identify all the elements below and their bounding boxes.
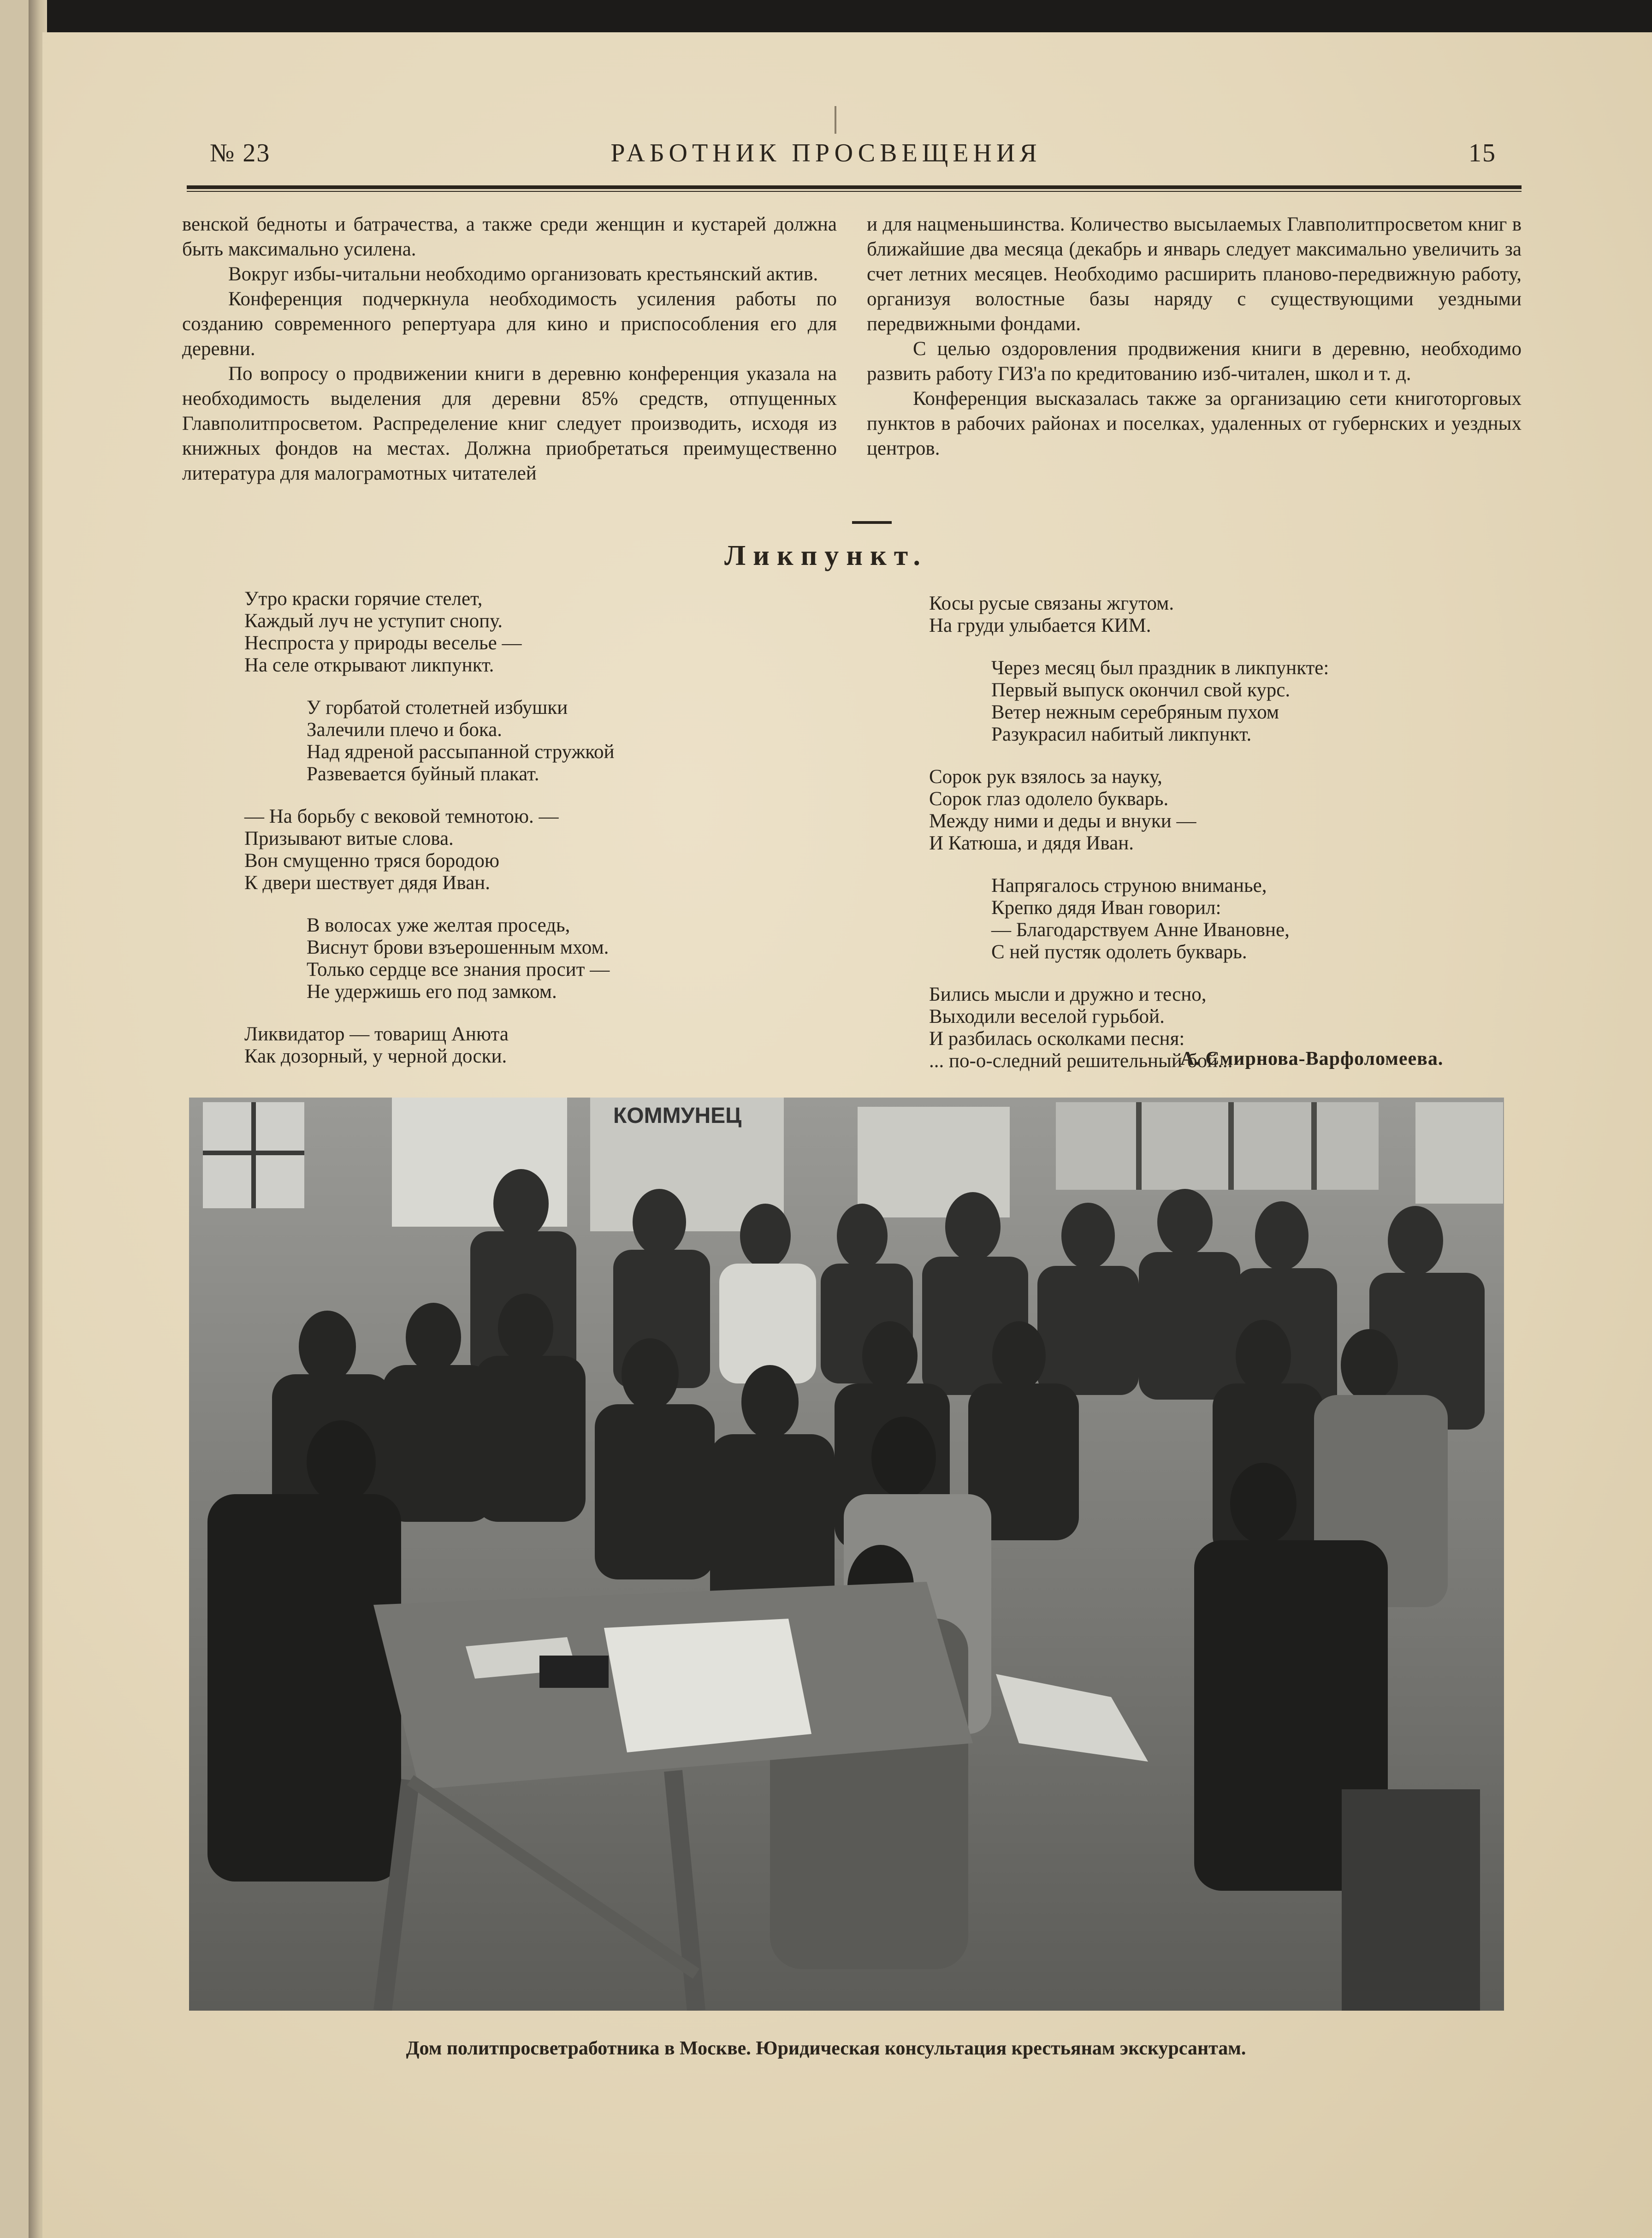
poem-line: Только сердце все знания просит —	[307, 959, 610, 980]
section-divider	[852, 521, 892, 524]
poem-stanza	[929, 593, 1510, 637]
photo-caption: Дом политпросветработника в Москве. Юридическая консультация крестьянам экскурсантам.	[406, 2038, 1246, 2059]
poem-line: Неспроста у природы веселье —	[244, 632, 522, 654]
poem-line: Развевается буйный плакат.	[307, 763, 539, 785]
poem-line: Виснут брови взъерошенным мхом.	[307, 937, 609, 958]
poem-line: Сорок глаз одолело букварь.	[929, 788, 1169, 810]
poem-right-column	[929, 593, 1510, 1092]
article-paragraph: венской бедноты и батрачества, а также среди женщин и кустарей должна быть максимально усилена.	[182, 214, 837, 260]
poem-stanza	[307, 697, 821, 785]
photo-scene	[189, 1098, 1504, 2011]
wall-poster	[1415, 1102, 1503, 1204]
poem-line: Вон смущенно тряся бородою	[244, 850, 500, 872]
article-left-column	[182, 212, 837, 486]
poem-line: С ней пустяк одолеть букварь.	[991, 941, 1247, 963]
poem-line: Над ядреной рассыпанной стружкой	[307, 741, 615, 763]
poem-line: Как дозорный, у черной доски.	[244, 1045, 507, 1067]
article-paragraph: С целью оздоровления продвижения книги в деревню, необходимо развить работу ГИЗ'а по кредитованию изб-читален, школ и т. д.	[867, 338, 1522, 385]
poem-line: Ликвидатор — товарищ Анюта	[244, 1023, 509, 1045]
issue-number: № 23	[210, 139, 271, 167]
poem-line: В волосах уже желтая проседь,	[307, 914, 570, 936]
photograph	[189, 1098, 1504, 2011]
poem-line: ... по-о-следний решительный бой...	[929, 1050, 1233, 1072]
journal-title: РАБОТНИК ПРОСВЕЩЕНИЯ	[610, 139, 1042, 167]
poem-line: Напрягалось струною вниманье,	[991, 875, 1267, 896]
paper-mark	[835, 106, 836, 134]
poem-stanza	[929, 766, 1510, 855]
poem-line: Между ними и деды и внуки —	[929, 810, 1196, 832]
poem-line: Не удержишь его под замком.	[307, 981, 557, 1003]
poem-line: Через месяц был праздник в ликпункте:	[991, 657, 1329, 679]
poem-line: Залечили плечо и бока.	[307, 719, 502, 741]
poem-line: Бились мысли и дружно и тесно,	[929, 984, 1207, 1005]
poem-line: Крепко дядя Иван говорил:	[991, 897, 1221, 919]
header-rule-thin	[187, 191, 1522, 192]
poem-line: Косы русые связаны жгутом.	[929, 593, 1174, 614]
window	[1056, 1102, 1379, 1190]
poem-stanza	[307, 914, 821, 1003]
poem-author: А. Смирнова-Варфоломеева.	[1180, 1048, 1444, 1069]
article-paragraph: По вопросу о продвижении книги в деревню конференция указала на необходимость выделения для деревни 85% средств, отпущенных Главполитпросветом. Распределение книг следует производить, исходя из книжных фондов на местах. Должна приобретаться преимущественно литература для малограмотных читателей	[182, 363, 837, 484]
poem-line: Каждый луч не уступит снопу.	[244, 610, 503, 632]
poem-line: Утро краски горячие стелет,	[244, 588, 483, 610]
article-paragraph: Вокруг избы-читальни необходимо организовать крестьянский актив.	[228, 263, 818, 285]
poem-line: Выходили веселой гурьбой.	[929, 1006, 1165, 1027]
poster-text: КОММУНЕЦ	[613, 1104, 742, 1128]
poem-stanza	[244, 588, 821, 677]
poem-line: И Катюша, и дядя Иван.	[929, 832, 1134, 854]
article-paragraph: и для нацменьшинства. Количество высылаемых Главполитпросветом книг в ближайшие два месяца (декабрь и январь следует максимально увеличить за счет летних месяцев. Необходимо расширить планово-передвижную работу, организуя волостные базы наряду с существующими уездными передвижными фондами.	[867, 214, 1522, 335]
header-rule	[187, 185, 1522, 189]
paper-sheet	[604, 1619, 811, 1752]
article-paragraph: Конференция высказалась также за организацию сети книготорговых пунктов в рабочих районах и поселках, удаленных от губернских и уездных центров.	[867, 388, 1522, 459]
poem-line: Первый выпуск окончил свой курс.	[991, 679, 1291, 701]
poem-line: — На борьбу с вековой темнотою. —	[244, 806, 559, 827]
poem-title: Ликпункт.	[724, 540, 928, 571]
poem-line: Разукрасил набитый ликпункт.	[991, 724, 1252, 745]
poem-stanza	[991, 875, 1510, 963]
poem-stanza	[991, 657, 1510, 746]
poem-line: Сорок рук взялось за науку,	[929, 766, 1162, 788]
poem-stanza	[244, 1023, 821, 1068]
poem-line: К двери шествует дядя Иван.	[244, 872, 490, 894]
poem-stanza	[244, 806, 821, 894]
book	[539, 1656, 609, 1688]
poem-line: И разбилась осколками песня:	[929, 1028, 1185, 1050]
poem-line: На груди улыбается КИМ.	[929, 615, 1151, 636]
poem-line: Призывают витые слова.	[244, 828, 454, 849]
poem-line: Ветер нежным серебряным пухом	[991, 701, 1279, 723]
page-number: 15	[1468, 139, 1496, 167]
poem-line: На селе открывают ликпункт.	[244, 654, 494, 676]
poem-line: — Благодарствуем Анне Ивановне,	[991, 919, 1290, 941]
chair	[1342, 1789, 1480, 2011]
article-paragraph: Конференция подчеркнула необходимость усиления работы по созданию современного репертуара для кино и приспособления его для деревни.	[182, 288, 837, 360]
poem-line: У горбатой столетней избушки	[307, 697, 568, 718]
poem-left-column	[244, 588, 821, 1088]
article-right-column	[867, 212, 1522, 461]
